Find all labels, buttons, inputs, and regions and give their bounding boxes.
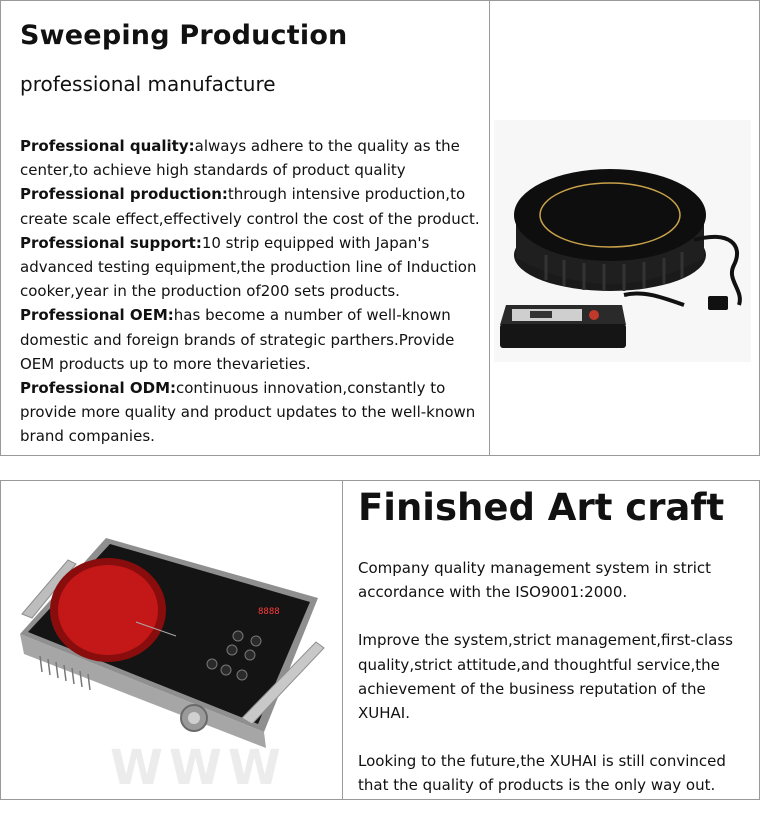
- feature-item: [20, 231, 490, 304]
- section-title-finished-art-craft: Finished Art craft: [358, 486, 725, 529]
- round-cooker-illustration: [494, 120, 751, 362]
- hot-plate-glow: [58, 565, 158, 655]
- bottom-panel-divider: [342, 480, 343, 800]
- control-button-icon: [233, 631, 243, 641]
- control-button-icon: [227, 645, 237, 655]
- ceramic-cooker-illustration: [6, 486, 340, 796]
- art-craft-text: [358, 556, 754, 822]
- watermark: WWW: [110, 740, 287, 796]
- feature-item: [20, 376, 490, 449]
- control-button-icon: [245, 650, 255, 660]
- display-digits: 8888: [258, 607, 280, 617]
- power-button-icon: [589, 310, 599, 320]
- feature-label: Professional OEM:: [20, 306, 174, 325]
- feature-text: continuous innovation,constantly to provide more quality and product updates to the well-known brand companies.: [20, 379, 476, 446]
- ceramic-cooker-photo: [6, 486, 340, 796]
- feature-label: Professional quality:: [20, 137, 195, 155]
- feature-item: [20, 303, 490, 376]
- feature-item: [20, 182, 490, 230]
- section-subtitle: professional manufacture: [20, 72, 276, 96]
- control-button-icon: [221, 665, 231, 675]
- feature-text: 10 strip equipped with Japan's advanced testing equipment,the production line of Induction cooker,year in the production of200 sets products.: [20, 233, 477, 301]
- art-paragraph: Looking to the future,the XUHAI is still convinced that the quality of products is the only way out.: [358, 752, 726, 795]
- feature-label: Professional support:: [20, 233, 202, 252]
- control-button-icon: [207, 659, 217, 669]
- controller-box: [500, 324, 626, 348]
- control-cable: [624, 293, 684, 305]
- control-knob-center: [188, 712, 200, 724]
- art-paragraph: Company quality management system in strict accordance with the ISO9001:2000.: [358, 559, 712, 602]
- feature-text: through intensive production,to create scale effect,effectively control the cost of the product.: [20, 185, 480, 228]
- feature-item: [20, 134, 490, 182]
- feature-label: Professional production:: [20, 185, 228, 204]
- art-paragraph: Improve the system,strict management,first-class quality,strict attitude,and thoughtful service,the achievement of the business reputation of the XUHAI.: [358, 631, 733, 723]
- feature-list: [20, 134, 490, 449]
- control-button-icon: [237, 670, 247, 680]
- section-title-sweeping-production: Sweeping Production: [20, 20, 348, 51]
- feature-text: always adhere to the quality as the center,to achieve high standards of product quality: [20, 137, 460, 180]
- controller-display: [530, 311, 552, 318]
- control-button-icon: [251, 636, 261, 646]
- round-induction-cooker-photo: [494, 120, 751, 362]
- feature-text: has become a number of well-known domestic and foreign brands of strategic parthers.Provide OEM products up to more thevarieties.: [20, 306, 455, 373]
- feature-label: Professional ODM:: [20, 379, 176, 398]
- plug-icon: [708, 296, 728, 310]
